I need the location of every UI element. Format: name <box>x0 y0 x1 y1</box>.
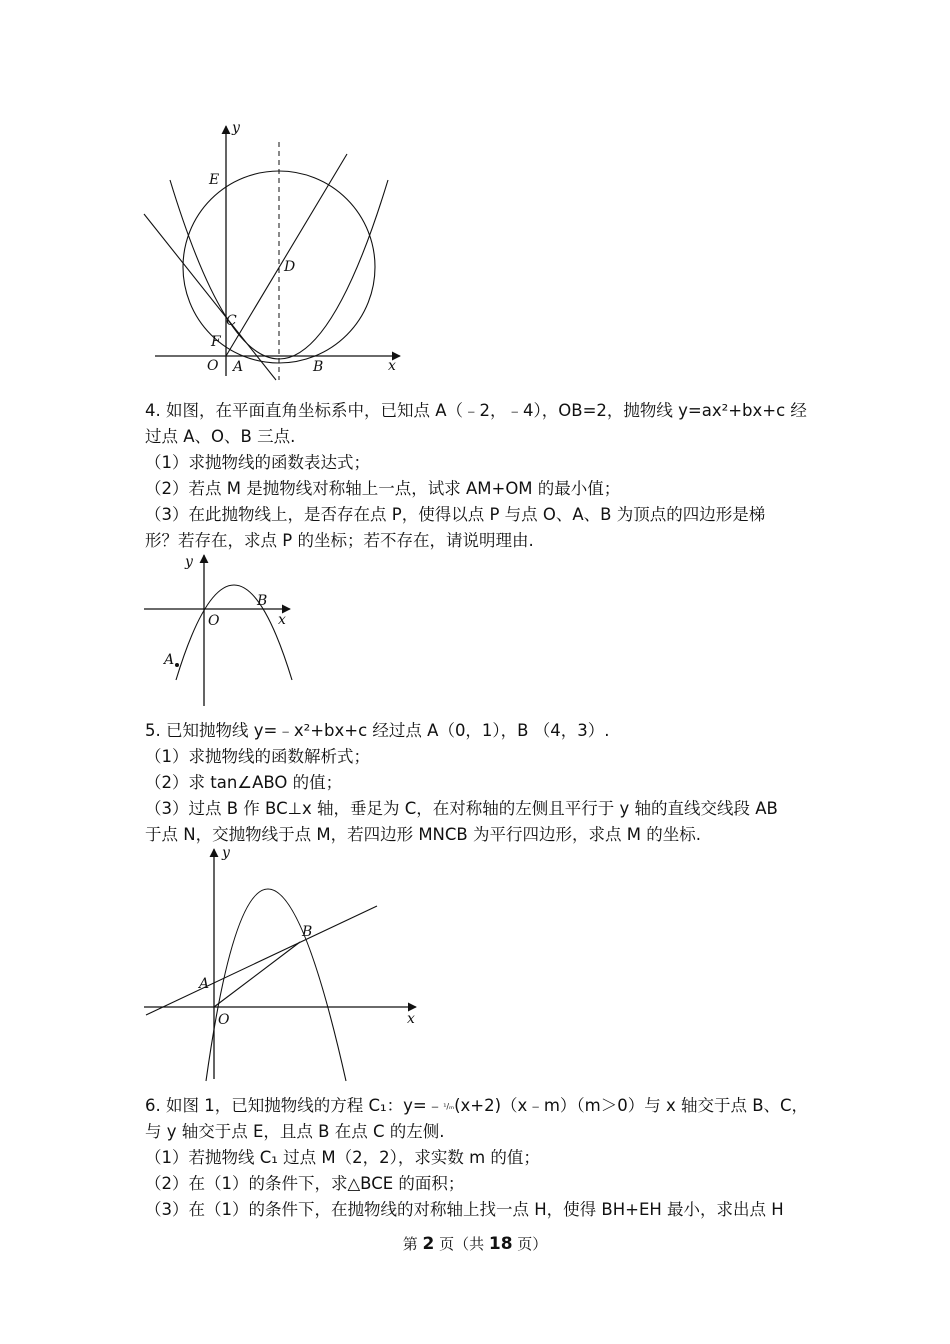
line-ob <box>214 942 300 1007</box>
label-a: A <box>233 359 244 375</box>
label-b: B <box>313 359 324 375</box>
label-f: F <box>211 334 221 350</box>
problem-5-question-1: （1）求抛物线的函数解析式； <box>145 747 370 766</box>
footer-prefix: 第 <box>402 1235 423 1253</box>
problem-4-question-3a: （3）在此抛物线上，是否存在点 P，使得以点 P 与点 O、A、B 为顶点的四边形是梯 <box>145 505 766 524</box>
line-ec <box>144 214 276 380</box>
problem-6-line-1 <box>145 1093 815 1119</box>
point-a <box>175 663 179 667</box>
figure-2-svg <box>140 550 300 710</box>
problem-6 <box>145 1093 815 1223</box>
label-y: y <box>232 120 240 136</box>
figure-parabola-ab-line <box>140 843 425 1083</box>
problem-6-question-3: （3）在（1）的条件下，在抛物线的对称轴上找一点 H，使得 BH+EH 最小，求出点 H <box>145 1200 784 1219</box>
problem-5-question-3a: （3）过点 B 作 BC⊥x 轴，垂足为 C，在对称轴的左侧且平行于 y 轴的直线交线段 AB <box>145 799 778 818</box>
parabola <box>206 889 346 1081</box>
label-x: x <box>388 358 396 374</box>
fraction-1-over-m: ¹/ₘ <box>443 1102 455 1111</box>
problem-4-question-1: （1）求抛物线的函数表达式； <box>145 453 370 472</box>
label-y: y <box>222 845 230 861</box>
problem-4-line-2: 过点 A、O、B 三点. <box>145 427 296 446</box>
problem-6-line-1a: 6. 如图 1，已知抛物线的方程 C₁：y=﹣ <box>145 1096 444 1115</box>
problem-6-question-1: （1）若抛物线 C₁ 过点 M（2，2），求实数 m 的值； <box>145 1148 540 1167</box>
figure-3-svg <box>140 843 425 1083</box>
figure-circle-parabola <box>140 118 410 383</box>
page-footer <box>0 1233 950 1254</box>
label-o: O <box>218 1012 230 1028</box>
line-ab <box>146 906 377 1015</box>
line-ad <box>226 154 347 356</box>
problem-4-question-3b: 形？若存在，求点 P 的坐标；若不存在，请说明理由. <box>145 531 534 550</box>
footer-total-pages: 18 <box>488 1234 513 1254</box>
footer-middle: 页（共 <box>434 1235 489 1253</box>
label-y: y <box>185 554 193 570</box>
label-a: A <box>164 652 175 668</box>
label-o: O <box>207 358 219 374</box>
parabola <box>176 585 292 680</box>
problem-6-line-1b: (x+2)（x﹣m）（m＞0）与 x 轴交于点 B、C， <box>454 1096 809 1115</box>
footer-page-number: 2 <box>422 1234 435 1254</box>
problem-5-question-2: （2）求 tan∠ABO 的值； <box>145 773 343 792</box>
problem-6-line-2: 与 y 轴交于点 E，且点 B 在点 C 的左侧. <box>145 1122 445 1141</box>
footer-suffix: 页） <box>512 1235 548 1253</box>
problem-5 <box>145 718 815 848</box>
label-d: D <box>284 259 296 275</box>
problem-6-question-2: （2）在（1）的条件下，求△BCE 的面积； <box>145 1174 465 1193</box>
problem-5-line-1: 5. 已知抛物线 y=﹣x²+bx+c 经过点 A（0，1），B （4，3）. <box>145 721 610 740</box>
figure-parabola-oab <box>140 550 300 710</box>
label-a: A <box>199 976 210 992</box>
problem-4-question-2: （2）若点 M 是抛物线对称轴上一点，试求 AM+OM 的最小值； <box>145 479 621 498</box>
label-b: B <box>257 593 268 609</box>
figure-1-svg <box>140 118 410 383</box>
problem-5-question-3b: 于点 N，交抛物线于点 M，若四边形 MNCB 为平行四边形，求点 M 的坐标. <box>145 825 701 844</box>
problem-4 <box>145 398 815 554</box>
label-x: x <box>407 1011 415 1027</box>
label-e: E <box>209 172 220 188</box>
problem-4-line-1: 4. 如图，在平面直角坐标系中，已知点 A（﹣2，﹣4），OB=2，抛物线 y=ax²+bx+c 经 <box>145 401 807 420</box>
label-b: B <box>302 924 313 940</box>
label-o: O <box>208 613 220 629</box>
label-c: C <box>226 313 237 329</box>
label-x: x <box>278 612 286 628</box>
